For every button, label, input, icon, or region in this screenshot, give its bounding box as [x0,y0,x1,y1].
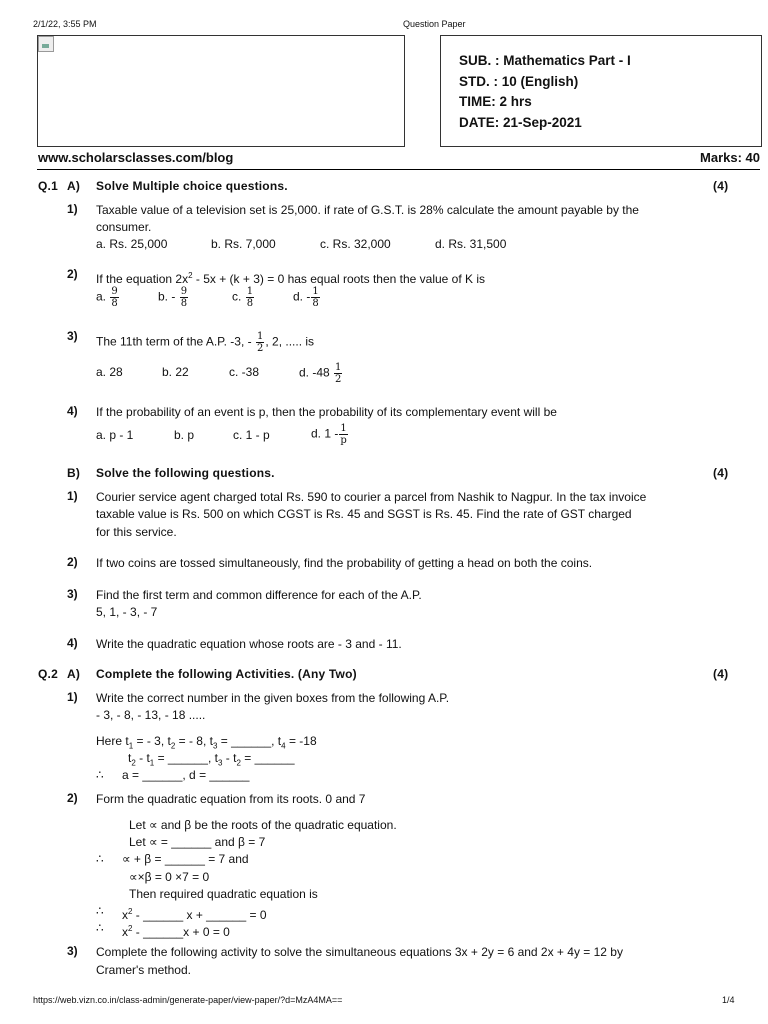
activity-line: Then required quadratic equation is [129,887,318,901]
option-a: a. Rs. 25,000 [96,237,168,251]
question-text-cont: - 3, - 8, - 13, - 18 ..... [96,708,206,722]
question-text: Write the quadratic equation whose roots are - 3 and - 11. [96,637,402,651]
therefore-symbol: ∴ [96,921,104,935]
q1a-title: Solve Multiple choice questions. [96,179,288,193]
option-c: c. -38 [229,365,260,379]
option-c: c. $\frac{1}{8}$ [232,286,254,309]
subject: SUB. : Mathematics Part - I [459,53,631,68]
option-b: b. Rs. 7,000 [211,237,276,251]
question-text: The 11th term of the A.P. -3, - $\frac{1}{2}$ , 2, ..... is [96,331,315,354]
question-text: If two coins are tossed simultaneously, find the probability of getting a head on both the coins. [96,556,593,570]
header-rule [37,169,760,170]
q2a-marks: (4) [713,667,729,681]
activity-line: $t_2 - t_1$ = ______, $t_3 - t_2$ = ______ [128,751,295,768]
option-d: d. - $\frac{1}{8}$ [293,286,319,309]
question-text-cont: taxable value is Rs. 500 on which CGST is Rs. 45 and SGST is Rs. 45. Find the rate of GST charged [96,507,632,521]
question-text: Taxable value of a television set is 25,000. if rate of G.S.T. is 28% calculate the amount payable by the [96,203,639,217]
question-number: 4) [67,636,78,650]
question-text: Write the correct number in the given boxes from the following A.P. [96,691,450,705]
option-d: d. 1 - $\frac{1}{p}$ [311,423,347,446]
question-number: 1) [67,489,78,503]
option-a: a. p - 1 [96,428,134,442]
footer-url[interactable]: https://web.vizn.co.in/class-admin/generate-paper/view-paper/?d=MzA4MA== [33,995,343,1005]
option-b: b. - $\frac{9}{8}$ [158,286,188,309]
activity-line: a = ______, d = ______ [122,768,250,782]
question-number: 4) [67,404,78,418]
therefore-symbol: ∴ [96,768,104,782]
question-number: 2) [67,267,78,281]
activity-line: $x^2$ - ______x + 0 = 0 [122,924,230,939]
q2a-title: Complete the following Activities. (Any Two) [96,667,357,681]
question-text-cont: for this service. [96,525,177,539]
time: TIME: 2 hrs [459,94,532,109]
activity-line: Let ∝ and β be the roots of the quadratic equation. [129,818,397,832]
logo-box [37,35,405,147]
print-datetime: 2/1/22, 3:55 PM [33,19,97,29]
q1a-label: A) [67,179,81,193]
question-number: 2) [67,791,78,805]
standard: STD. : 10 (English) [459,73,579,89]
q1b-title: Solve the following questions. [96,466,275,480]
question-text: If the probability of an event is p, then the probability of its complementary event will be [96,405,557,419]
question-text-cont: consumer. [96,220,152,234]
activity-line: ∝×β = 0 ×7 = 0 [129,870,210,884]
q1-label: Q.1 [38,179,58,193]
question-text-cont: Cramer's method. [96,963,191,977]
activity-line: ∝ + β = ______ = 7 and [122,852,249,866]
question-number: 3) [67,329,78,343]
activity-line: $x^2$ - ______ x + ______ = 0 [122,907,267,922]
question-number: 2) [67,555,78,569]
paper-info [459,51,631,133]
therefore-symbol: ∴ [96,852,104,866]
q1a-marks: (4) [713,179,729,193]
question-number: 1) [67,202,78,216]
question-text-cont: 5, 1, - 3, - 7 [96,605,158,619]
question-text: Find the first term and common difference for each of the A.P. [96,588,422,602]
question-text: Courier service agent charged total Rs. 590 to courier a parcel from Nashik to Nagpur. In the tax invoice [96,490,647,504]
print-title: Question Paper [403,19,466,29]
option-a: a. 28 [96,365,123,379]
question-number: 3) [67,944,78,958]
option-d: d. Rs. 31,500 [435,237,507,251]
activity-line: Let ∝ = ______ and β = 7 [129,835,266,849]
total-marks: Marks: 40 [700,150,760,165]
question-number: 3) [67,587,78,601]
question-text: Form the quadratic equation from its roots. 0 and 7 [96,792,366,806]
question-number: 1) [67,690,78,704]
option-b: b. 22 [162,365,189,379]
question-text: Complete the following activity to solve the simultaneous equations 3x + 2y = 6 and 2x + 4y = 12 by [96,945,623,959]
q1b-marks: (4) [713,466,729,480]
option-a: a. $\frac{9}{8}$ [96,286,118,309]
q1b-label: B) [67,466,81,480]
date: DATE: 21-Sep-2021 [459,114,582,130]
therefore-symbol: ∴ [96,904,104,918]
option-c: c. Rs. 32,000 [320,237,391,251]
option-c: c. 1 - p [233,428,270,442]
activity-line: Here $t_1$ = - 3, $t_2$ = - 8, $t_3$ = ______, $t_4 = -18$ [96,734,317,751]
page-number: 1/4 [722,995,735,1005]
option-d: d. -48 $\frac{1}{2}$ [299,362,342,385]
broken-image-icon [38,36,54,52]
q2-label: Q.2 [38,667,58,681]
q2a-label: A) [67,667,81,681]
website-link[interactable]: www.scholarsclasses.com/blog [38,150,234,165]
question-text: If the equation $2x^2 - 5x + (k + 3) = 0$ has equal roots then the value of K is [96,271,486,286]
option-b: b. p [174,428,195,442]
